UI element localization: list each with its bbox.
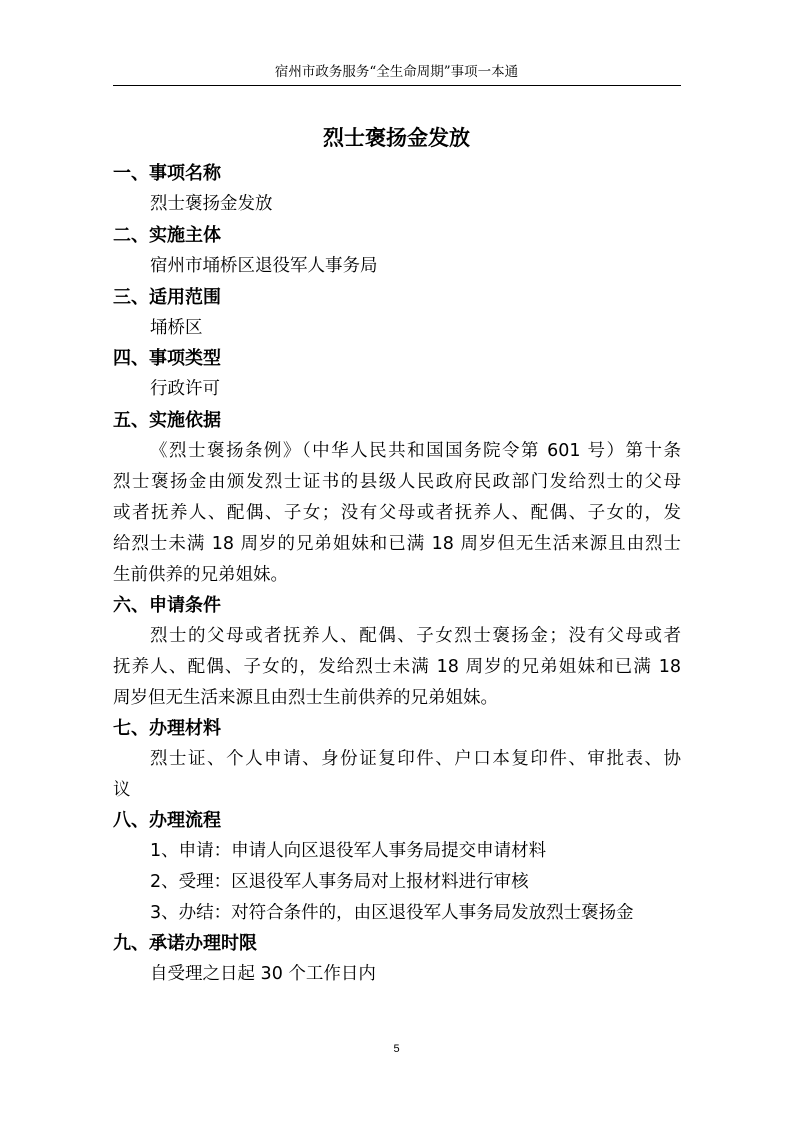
section-heading-time-limit: 九、承诺办理时限 bbox=[113, 933, 257, 954]
paragraph-line: 议 bbox=[113, 780, 131, 800]
paragraph-line: 给烈士未满 18 周岁的兄弟姐妹和已满 18 周岁但无生活来源且由烈士 bbox=[113, 534, 681, 554]
section-heading-implementing-body: 二、实施主体 bbox=[113, 225, 221, 246]
paragraph-line: 或者抚养人、配偶、子女；没有父母或者抚养人、配偶、子女的，发 bbox=[113, 503, 681, 523]
process-step: 3、办结：对符合条件的，由区退役军人事务局发放烈士褒扬金 bbox=[150, 903, 634, 923]
section-text-scope: 埇桥区 bbox=[150, 318, 203, 338]
section-heading-item-name: 一、事项名称 bbox=[113, 163, 221, 184]
paragraph-line: 抚养人、配偶、子女的，发给烈士未满 18 周岁的兄弟姐妹和已满 18 bbox=[113, 657, 681, 677]
section-text-item-type: 行政许可 bbox=[150, 379, 220, 399]
section-heading-legal-basis: 五、实施依据 bbox=[113, 410, 221, 431]
section-text-item-name: 烈士褒扬金发放 bbox=[150, 194, 273, 214]
process-step: 1、申请：申请人向区退役军人事务局提交申请材料 bbox=[150, 841, 547, 861]
section-text-implementing-body: 宿州市埇桥区退役军人事务局 bbox=[150, 256, 378, 276]
paragraph-line: 烈士证、个人申请、身份证复印件、户口本复印件、审批表、协 bbox=[150, 749, 681, 769]
paragraph-line: 《烈士褒扬条例》（中华人民共和国国务院令第 601 号）第十条 bbox=[150, 441, 681, 461]
section-text-time-limit: 自受理之日起 30 个工作日内 bbox=[150, 964, 376, 984]
running-header: 宿州市政务服务“全生命周期”事项一本通 bbox=[274, 64, 519, 80]
paragraph-line: 烈士褒扬金由颁发烈士证书的县级人民政府民政部门发给烈士的父母 bbox=[113, 472, 681, 492]
section-heading-scope: 三、适用范围 bbox=[113, 287, 221, 308]
page-number: 5 bbox=[393, 1043, 400, 1055]
paragraph-line: 生前供养的兄弟姐妹。 bbox=[113, 565, 288, 585]
section-heading-materials: 七、办理材料 bbox=[113, 718, 221, 739]
document-title: 烈士褒扬金发放 bbox=[323, 126, 470, 150]
section-heading-process: 八、办理流程 bbox=[113, 810, 221, 831]
paragraph-line: 烈士的父母或者抚养人、配偶、子女烈士褒扬金；没有父母或者 bbox=[150, 626, 681, 646]
section-heading-conditions: 六、申请条件 bbox=[113, 595, 221, 616]
section-heading-item-type: 四、事项类型 bbox=[113, 348, 221, 369]
process-step: 2、受理：区退役军人事务局对上报材料进行审核 bbox=[150, 872, 529, 892]
paragraph-line: 周岁但无生活来源且由烈士生前供养的兄弟姐妹。 bbox=[113, 688, 498, 708]
header-rule bbox=[113, 85, 681, 86]
